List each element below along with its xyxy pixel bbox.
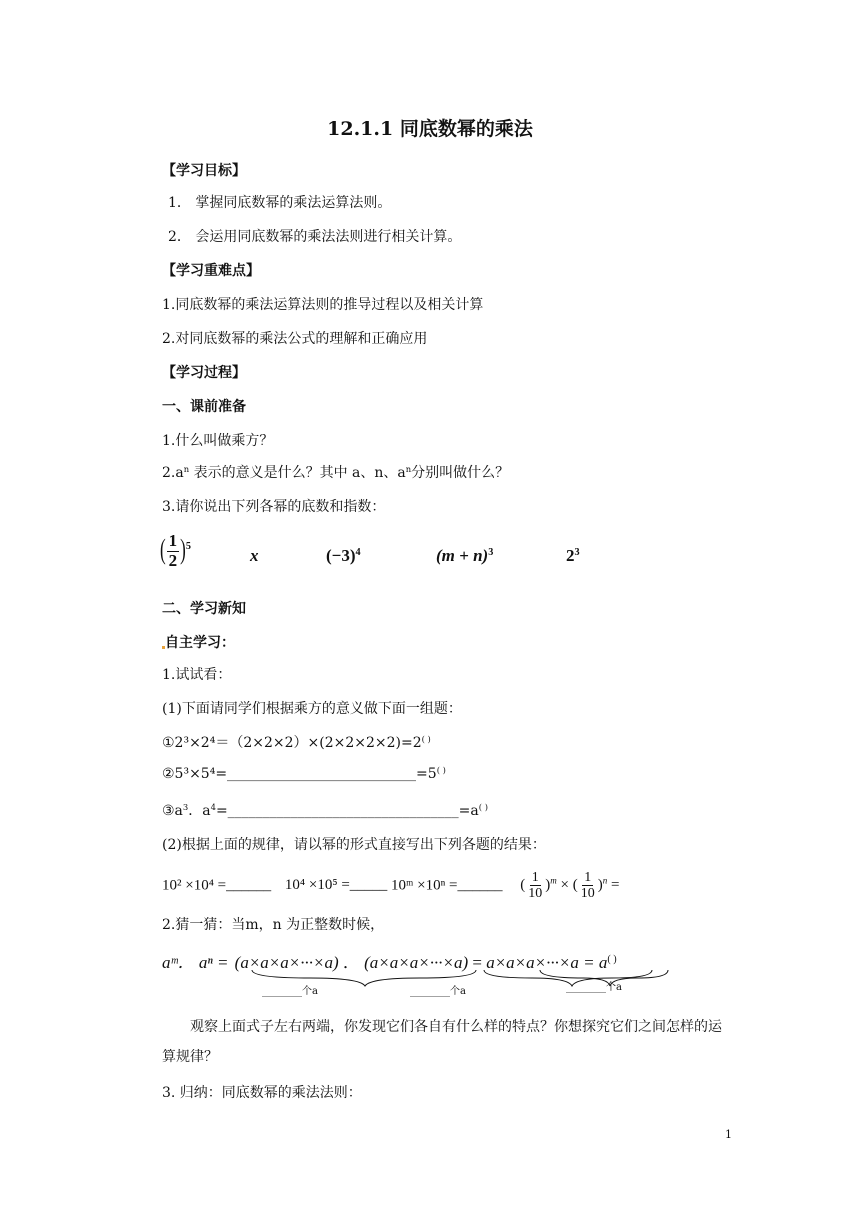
guess-group-3: a×a×a×···×a — [486, 953, 579, 972]
key-point-2: 2.对同底数幂的乘法公式的理解和正确应用 — [162, 331, 428, 347]
guess-group-2: (a×a×a×···×a) — [364, 953, 469, 972]
calc-2: 10⁴ ×10⁵ =_____ — [284, 877, 388, 894]
power-x: x — [250, 546, 259, 565]
goals-heading: 【学习目标】 — [162, 163, 246, 179]
calc-row — [162, 870, 619, 902]
self-study-label: 自主学习： — [162, 632, 235, 652]
power-neg3: $(-3)^4$ — [326, 546, 361, 565]
page-number: 1 — [725, 1128, 732, 1141]
prep-question-1: 1.什么叫做乘方？ — [162, 433, 274, 449]
brace-label-1: ________个a — [262, 986, 318, 997]
equation-3: $③a^3$．$a^4=\_\_\_\_\_\_\_\_\_\_\_\_\_\_\_\_\_\_\_\_\_\_\_\_\_\_\_\_\_\_\_\_\_=a^{( )}$ — [162, 801, 488, 819]
guess-rhs: = a — [583, 953, 608, 972]
guess-lhs: aᵐ． aⁿ = — [162, 953, 229, 972]
guess-text: 2.猜一猜：当m，n 为正整数时候， — [162, 917, 385, 933]
prep-heading: 一、课前准备 — [162, 399, 246, 415]
prep-question-2: $2.a^n$ 表示的意义是什么？其中 a、n、$a^n$分别叫做什么？ — [162, 463, 510, 481]
calc-4: ( $\frac{1}{10}$ )$^m$ × ( $\frac{1}{10}$ )$^n$ = — [520, 870, 620, 902]
new-heading: 二、学习新知 — [162, 601, 246, 617]
key-point-1: 1.同底数幂的乘法运算法则的推导过程以及相关计算 — [162, 297, 484, 313]
brace-label-2: ________个a — [410, 986, 466, 997]
goal-2: 2． 会运用同底数幂的乘法法则进行相关计算。 — [168, 229, 462, 245]
goal-1: 1． 掌握同底数幂的乘法运算法则。 — [168, 195, 392, 211]
brace-label-3: ________个a — [566, 982, 622, 993]
try-it: 1.试试看： — [162, 667, 232, 683]
power-mn: $(m + n)^3$ — [436, 546, 494, 565]
power-2: $2^3$ — [566, 546, 580, 565]
page-title: 12.1.1 同底数幂的乘法 — [327, 118, 533, 140]
key-heading: 【学习重难点】 — [162, 263, 260, 279]
calc-3: 10ᵐ ×10ⁿ =______ — [391, 877, 503, 894]
equation-2: ②5³×5⁴=___________________________=5( ) — [162, 764, 446, 782]
power-fraction: ( $\frac{1}{2}$ )$^5$ — [160, 531, 191, 570]
task-2: (2)根据上面的规律，请以幂的形式直接写出下列各题的结果： — [162, 837, 546, 853]
prep-question-3: 3.请你说出下列各幂的底数和指数： — [162, 499, 386, 515]
task-1: (1)下面请同学们根据乘方的意义做下面一组题： — [162, 701, 462, 717]
observe-paragraph: 观察上面式子左右两端，你发现它们各自有什么样的特点？你想探究它们之间怎样的运算规律？ — [162, 1019, 722, 1065]
process-heading: 【学习过程】 — [162, 365, 246, 381]
equation-1: ①2³×2⁴＝（2×2×2）×(2×2×2×2)=2( ) — [162, 733, 431, 751]
guess-group-1: (a×a×a×···×a) — [234, 953, 339, 972]
calc-1: 10² ×10⁴ =______ — [162, 877, 272, 894]
guess-expression: aᵐ． aⁿ = (a×a×a×···×a) ． (a×a×a×···×a) = a×a×a×···×a = a( ) — [162, 953, 617, 972]
summary: 3. 归纳：同底数幂的乘法法则： — [162, 1085, 362, 1101]
